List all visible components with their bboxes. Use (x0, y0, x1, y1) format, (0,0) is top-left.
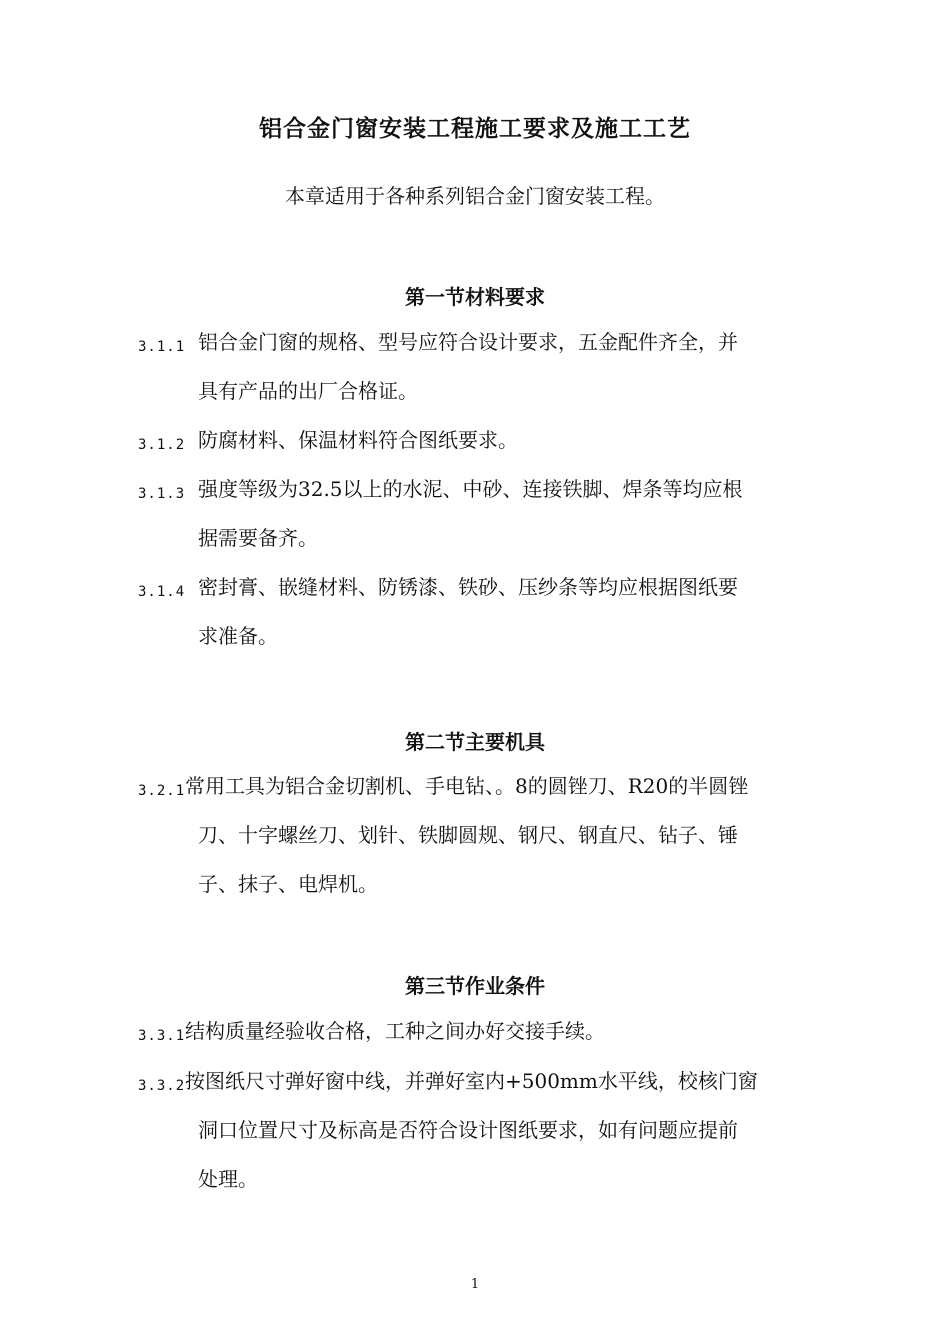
item-number: 3.3.2 (138, 1078, 186, 1094)
item-text-line: 按图纸尺寸弹好窗中线，并弹好室内+500mm水平线，校核门窗 (185, 1069, 758, 1093)
list-item (138, 1007, 828, 1056)
item-number: 3.1.3 (138, 486, 186, 502)
list-item (138, 1057, 828, 1204)
item-number: 3.1.1 (138, 339, 186, 355)
item-text-line: 密封膏、嵌缝材料、防锈漆、铁砂、压纱条等均应根据图纸要 (198, 575, 738, 599)
item-text-line: 刀、十字螺丝刀、划针、铁脚圆规、钢尺、钢直尺、钻子、锤 (198, 823, 738, 847)
item-number: 3.1.4 (138, 584, 186, 600)
item-text-line: 洞口位置尺寸及标高是否符合设计图纸要求，如有问题应提前 (198, 1118, 738, 1142)
item-number: 3.3.1 (138, 1028, 186, 1044)
list-item (138, 762, 828, 909)
item-text-line: 处理。 (198, 1167, 258, 1191)
intro-text: 本章适用于各种系列铝合金门窗安装工程。 (285, 184, 665, 208)
item-text-line: 子、抹子、电焊机。 (198, 872, 378, 896)
item-text-line: 常用工具为铝合金切割机、手电钻、。8的圆锉刀、R20的半圆锉 (185, 774, 749, 798)
item-number: 3.2.1 (138, 783, 186, 799)
item-text-line: 防腐材料、保温材料符合图纸要求。 (198, 428, 518, 452)
list-item (138, 318, 828, 416)
list-item (138, 416, 828, 465)
list-item (138, 563, 828, 661)
item-text-line: 强度等级为32.5以上的水泥、中砂、连接铁脚、焊条等均应根 (198, 477, 743, 501)
list-item (138, 465, 828, 563)
item-text-line: 具有产品的出厂合格证。 (198, 379, 418, 403)
section-heading-2: 第二节主要机具 (405, 730, 545, 754)
item-text-line: 求准备。 (198, 624, 278, 648)
item-text-line: 铝合金门窗的规格、型号应符合设计要求，五金配件齐全，并 (198, 330, 738, 354)
document-title: 铝合金门窗安装工程施工要求及施工工艺 (259, 116, 691, 142)
section-heading-1: 第一节材料要求 (405, 285, 545, 309)
item-text-line: 结构质量经验收合格，工种之间办好交接手续。 (185, 1019, 605, 1043)
item-number: 3.1.2 (138, 437, 186, 453)
page-number: 1 (470, 1277, 480, 1292)
section-heading-3: 第三节作业条件 (405, 974, 545, 998)
item-text-line: 据需要备齐。 (198, 526, 318, 550)
